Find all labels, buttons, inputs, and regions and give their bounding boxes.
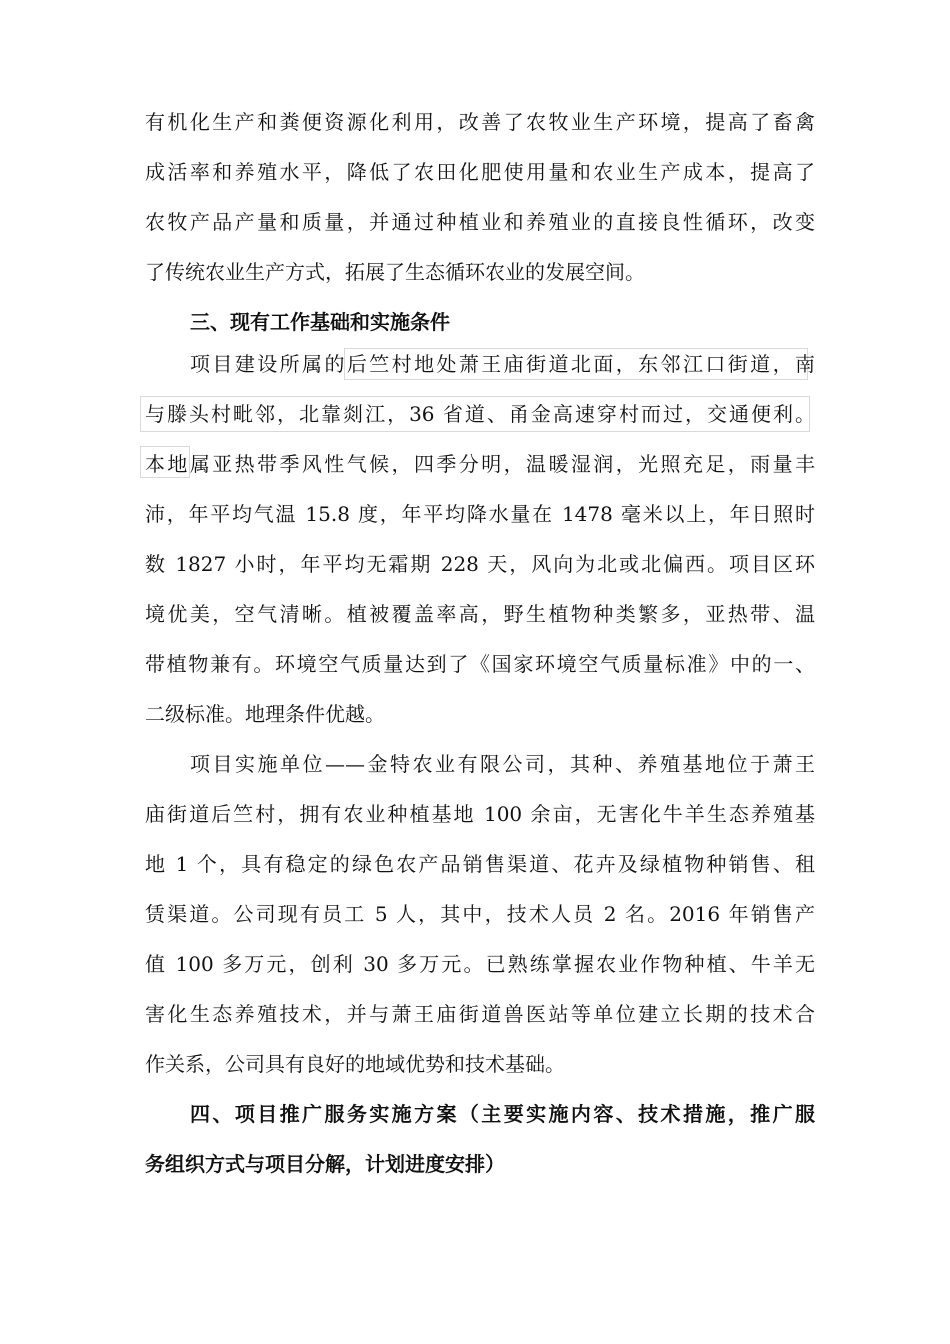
section-heading: 三、现有工作基础和实施条件 [190, 310, 450, 334]
paragraph-line: 带植物兼有。环境空气质量达到了《国家环境空气质量标准》中的一、 [145, 652, 815, 676]
paragraph-line: 作关系，公司具有良好的地域优势和技术基础。 [145, 1052, 565, 1076]
section-heading: 务组织方式与项目分解，计划进度安排） [145, 1152, 505, 1176]
paragraph-line: 项目建设所属的后竺村地处萧王庙街道北面，东邻江口街道，南 [190, 352, 815, 376]
paragraph-line: 赁渠道。公司现有员工 5 人，其中，技术人员 2 名。2016 年销售产 [145, 902, 815, 926]
paragraph-line: 沛，年平均气温 15.8 度，年平均降水量在 1478 毫米以上，年日照时 [145, 502, 815, 526]
paragraph-line: 农牧产品产量和质量，并通过种植业和养殖业的直接良性循环，改变 [145, 210, 815, 234]
paragraph-line: 了传统农业生产方式，拓展了生态循环农业的发展空间。 [145, 260, 645, 284]
paragraph-line: 成活率和养殖水平，降低了农田化肥使用量和农业生产成本，提高了 [145, 160, 815, 184]
paragraph-line: 害化生态养殖技术，并与萧王庙街道兽医站等单位建立长期的技术合 [145, 1002, 815, 1026]
paragraph-line: 庙街道后竺村，拥有农业种植基地 100 余亩，无害化牛羊生态养殖基 [145, 802, 815, 826]
paragraph-line: 境优美，空气清晰。植被覆盖率高，野生植物种类繁多，亚热带、温 [145, 602, 815, 626]
paragraph-line: 值 100 多万元，创利 30 多万元。已熟练掌握农业作物种植、牛羊无 [145, 952, 815, 976]
paragraph-line: 本地属亚热带季风性气候，四季分明，温暖湿润，光照充足，雨量丰 [145, 452, 815, 476]
paragraph-line: 有机化生产和粪便资源化利用，改善了农牧业生产环境，提高了畜禽 [145, 110, 815, 134]
paragraph-line: 地 1 个，具有稳定的绿色农产品销售渠道、花卉及绿植物种销售、租 [145, 852, 815, 876]
paragraph-line: 二级标准。地理条件优越。 [145, 702, 385, 726]
paragraph-line: 与滕头村毗邻，北靠剡江，36 省道、甬金高速穿村而过，交通便利。 [145, 402, 815, 426]
paragraph-line: 数 1827 小时，年平均无霜期 228 天，风向为北或北偏西。项目区环 [145, 552, 815, 576]
section-heading: 四、项目推广服务实施方案（主要实施内容、技术措施，推广服 [190, 1102, 815, 1126]
paragraph-line: 项目实施单位——金特农业有限公司，其种、养殖基地位于萧王 [190, 752, 815, 776]
